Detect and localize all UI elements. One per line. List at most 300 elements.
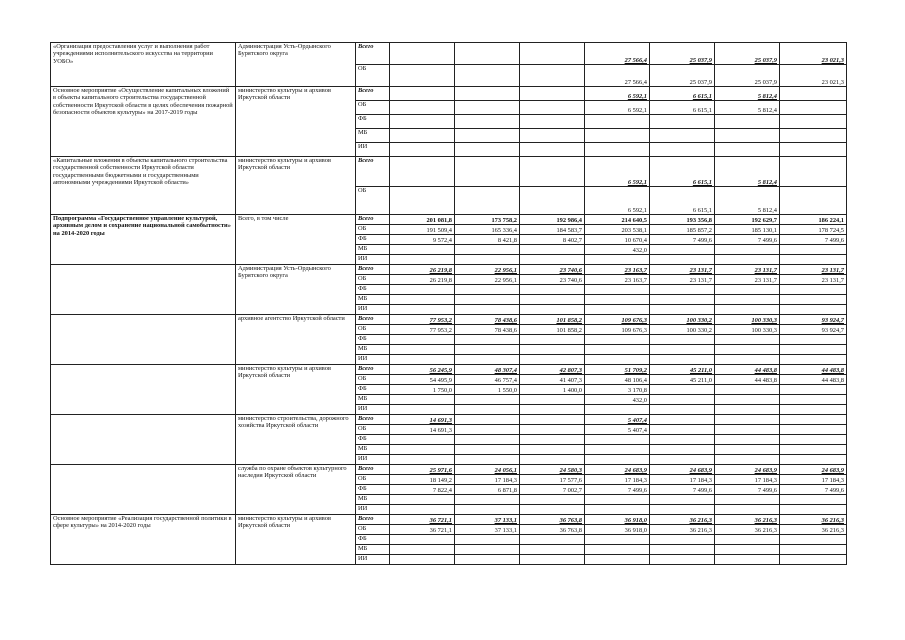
amount-cell: 36 763,8: [520, 515, 585, 525]
amount-cell: 23 740,6: [520, 275, 585, 285]
amount-cell: 9 572,4: [390, 235, 455, 245]
amount-cell: [390, 245, 455, 255]
amount-cell: [520, 555, 585, 565]
amount-cell: [780, 101, 847, 115]
amount-cell: [390, 405, 455, 415]
amount-cell: 44 483,8: [780, 365, 847, 375]
amount-cell: [455, 425, 520, 435]
amount-cell: [650, 425, 715, 435]
table-row: [51, 157, 847, 187]
amount-cell: [455, 535, 520, 545]
amount-cell: [715, 445, 780, 455]
amount-cell: 17 184,3: [585, 475, 650, 485]
funding-source-cell: ИИ: [356, 505, 390, 515]
amount-cell: 165 336,4: [455, 225, 520, 235]
amount-cell: 46 757,4: [455, 375, 520, 385]
amount-cell: [390, 345, 455, 355]
amount-cell: [585, 355, 650, 365]
amount-cell: 27 566,4: [585, 43, 650, 65]
amount-cell: 48 106,4: [585, 375, 650, 385]
funding-source-cell: МБ: [356, 495, 390, 505]
amount-cell: 109 676,3: [585, 315, 650, 325]
amount-cell: 7 499,6: [585, 485, 650, 495]
table-row: [51, 87, 847, 101]
table-row: [51, 365, 847, 375]
amount-cell: 41 407,3: [520, 375, 585, 385]
amount-cell: [455, 115, 520, 129]
amount-cell: 23 131,7: [650, 265, 715, 275]
amount-cell: 37 133,1: [455, 515, 520, 525]
amount-cell: [715, 555, 780, 565]
funding-source-cell: ИИ: [356, 255, 390, 265]
amount-cell: 6 615,1: [650, 101, 715, 115]
amount-cell: [520, 255, 585, 265]
responsible-executor-cell: министерство строительства, дорожного хозяйства Иркутской области: [236, 415, 356, 465]
funding-source-cell: ОБ: [356, 225, 390, 235]
amount-cell: [715, 355, 780, 365]
amount-cell: 23 740,6: [520, 265, 585, 275]
amount-cell: 17 184,3: [780, 475, 847, 485]
amount-cell: 101 858,2: [520, 315, 585, 325]
amount-cell: 24 683,9: [585, 465, 650, 475]
amount-cell: [715, 285, 780, 295]
responsible-executor-cell: министерство культуры и архивов Иркутской области: [236, 157, 356, 215]
amount-cell: 56 245,9: [390, 365, 455, 375]
funding-source-cell: ФБ: [356, 285, 390, 295]
amount-cell: [455, 143, 520, 157]
funding-source-cell: МБ: [356, 395, 390, 405]
funding-source-cell: ИИ: [356, 555, 390, 565]
amount-cell: [455, 335, 520, 345]
responsible-executor-cell: Администрация Усть-Ордынского Бурятского округа: [236, 265, 356, 315]
amount-cell: [585, 305, 650, 315]
amount-cell: 185 857,2: [650, 225, 715, 235]
table-row: [51, 465, 847, 475]
amount-cell: 100 330,3: [715, 325, 780, 335]
program-name-cell: Основное мероприятие «Реализация государственной политики в сфере культуры» на 2014-2020 годы: [51, 515, 236, 565]
amount-cell: [520, 87, 585, 101]
funding-source-cell: ФБ: [356, 235, 390, 245]
amount-cell: 23 131,7: [780, 265, 847, 275]
amount-cell: [585, 295, 650, 305]
amount-cell: [780, 545, 847, 555]
amount-cell: [780, 285, 847, 295]
amount-cell: [715, 143, 780, 157]
amount-cell: [455, 305, 520, 315]
amount-cell: [650, 505, 715, 515]
amount-cell: 44 483,8: [780, 375, 847, 385]
amount-cell: [520, 187, 585, 215]
amount-cell: [455, 435, 520, 445]
amount-cell: 191 509,4: [390, 225, 455, 235]
amount-cell: [780, 445, 847, 455]
amount-cell: 7 499,6: [715, 485, 780, 495]
amount-cell: [780, 415, 847, 425]
amount-cell: 26 219,8: [390, 275, 455, 285]
amount-cell: [520, 495, 585, 505]
amount-cell: 48 307,4: [455, 365, 520, 375]
amount-cell: [585, 435, 650, 445]
amount-cell: 77 953,2: [390, 315, 455, 325]
amount-cell: [780, 505, 847, 515]
amount-cell: [455, 101, 520, 115]
amount-cell: [780, 245, 847, 255]
table-row: [51, 43, 847, 65]
amount-cell: [650, 295, 715, 305]
table-row: [51, 215, 847, 225]
responsible-executor-cell: служба по охране объектов культурного наследия Иркутской области: [236, 465, 356, 515]
amount-cell: [780, 395, 847, 405]
amount-cell: 36 216,3: [650, 515, 715, 525]
amount-cell: 23 021,3: [780, 43, 847, 65]
amount-cell: [455, 129, 520, 143]
amount-cell: [780, 405, 847, 415]
amount-cell: [390, 495, 455, 505]
amount-cell: 45 211,0: [650, 375, 715, 385]
amount-cell: 201 081,8: [390, 215, 455, 225]
amount-cell: [780, 305, 847, 315]
amount-cell: [650, 555, 715, 565]
funding-source-cell: ОБ: [356, 275, 390, 285]
amount-cell: 3 170,8: [585, 385, 650, 395]
amount-cell: [715, 505, 780, 515]
amount-cell: 36 216,3: [780, 525, 847, 535]
amount-cell: [520, 405, 585, 415]
amount-cell: [585, 405, 650, 415]
amount-cell: [390, 305, 455, 315]
amount-cell: [390, 129, 455, 143]
funding-source-cell: ОБ: [356, 375, 390, 385]
amount-cell: 192 629,7: [715, 215, 780, 225]
funding-source-cell: ИИ: [356, 405, 390, 415]
amount-cell: 25 037,9: [715, 65, 780, 87]
responsible-executor-cell: министерство культуры и архивов Иркутской области: [236, 515, 356, 565]
amount-cell: 432,0: [585, 395, 650, 405]
amount-cell: [650, 245, 715, 255]
amount-cell: [390, 435, 455, 445]
amount-cell: 23 131,7: [650, 275, 715, 285]
amount-cell: 36 918,0: [585, 525, 650, 535]
amount-cell: 6 615,1: [650, 157, 715, 187]
amount-cell: 6 615,1: [650, 187, 715, 215]
amount-cell: [520, 335, 585, 345]
amount-cell: [585, 345, 650, 355]
amount-cell: [390, 335, 455, 345]
amount-cell: 173 758,2: [455, 215, 520, 225]
amount-cell: [390, 157, 455, 187]
amount-cell: [650, 445, 715, 455]
amount-cell: 7 499,6: [650, 235, 715, 245]
amount-cell: [455, 255, 520, 265]
amount-cell: [650, 405, 715, 415]
amount-cell: [650, 285, 715, 295]
amount-cell: [715, 435, 780, 445]
amount-cell: 109 676,3: [585, 325, 650, 335]
amount-cell: [585, 115, 650, 129]
amount-cell: [390, 101, 455, 115]
funding-source-cell: МБ: [356, 345, 390, 355]
amount-cell: [455, 355, 520, 365]
amount-cell: [650, 385, 715, 395]
amount-cell: [650, 345, 715, 355]
amount-cell: 5 407,4: [585, 415, 650, 425]
amount-cell: [520, 285, 585, 295]
amount-cell: [650, 535, 715, 545]
funding-source-cell: МБ: [356, 129, 390, 143]
amount-cell: 22 956,1: [455, 265, 520, 275]
amount-cell: [520, 505, 585, 515]
amount-cell: 23 131,7: [715, 265, 780, 275]
amount-cell: [390, 43, 455, 65]
amount-cell: [585, 545, 650, 555]
funding-source-cell: ИИ: [356, 305, 390, 315]
amount-cell: [520, 143, 585, 157]
program-name-cell: [51, 315, 236, 365]
amount-cell: [715, 335, 780, 345]
funding-source-cell: ИИ: [356, 355, 390, 365]
amount-cell: 44 483,8: [715, 365, 780, 375]
amount-cell: 93 924,7: [780, 325, 847, 335]
amount-cell: [780, 425, 847, 435]
amount-cell: 37 133,1: [455, 525, 520, 535]
amount-cell: [520, 545, 585, 555]
amount-cell: 23 163,7: [585, 275, 650, 285]
amount-cell: [455, 187, 520, 215]
amount-cell: 23 021,3: [780, 65, 847, 87]
amount-cell: [650, 143, 715, 157]
funding-source-cell: ФБ: [356, 385, 390, 395]
amount-cell: [585, 555, 650, 565]
amount-cell: [780, 345, 847, 355]
amount-cell: [585, 255, 650, 265]
amount-cell: 8 402,7: [520, 235, 585, 245]
funding-source-cell: ИИ: [356, 143, 390, 157]
amount-cell: [650, 115, 715, 129]
funding-source-cell: Всего: [356, 515, 390, 525]
amount-cell: [390, 255, 455, 265]
amount-cell: [650, 335, 715, 345]
program-name-cell: [51, 415, 236, 465]
funding-source-cell: ОБ: [356, 65, 390, 87]
amount-cell: [390, 445, 455, 455]
amount-cell: [780, 495, 847, 505]
amount-cell: 36 216,3: [780, 515, 847, 525]
amount-cell: [455, 505, 520, 515]
funding-source-cell: ФБ: [356, 335, 390, 345]
amount-cell: 26 219,8: [390, 265, 455, 275]
amount-cell: [585, 495, 650, 505]
budget-document-page: [50, 42, 846, 565]
funding-source-cell: Всего: [356, 315, 390, 325]
table-row: [51, 415, 847, 425]
amount-cell: [455, 445, 520, 455]
amount-cell: 7 499,6: [780, 485, 847, 495]
amount-cell: [520, 101, 585, 115]
amount-cell: [390, 65, 455, 87]
amount-cell: [390, 455, 455, 465]
amount-cell: [780, 129, 847, 143]
amount-cell: [455, 295, 520, 305]
amount-cell: [780, 355, 847, 365]
amount-cell: 14 691,3: [390, 415, 455, 425]
amount-cell: [455, 545, 520, 555]
amount-cell: [650, 455, 715, 465]
responsible-executor-cell: Всего, в том числе: [236, 215, 356, 265]
funding-source-cell: ОБ: [356, 425, 390, 435]
amount-cell: [585, 129, 650, 143]
amount-cell: [455, 345, 520, 355]
amount-cell: [390, 355, 455, 365]
amount-cell: [520, 157, 585, 187]
amount-cell: [455, 455, 520, 465]
amount-cell: 44 483,8: [715, 375, 780, 385]
amount-cell: [520, 415, 585, 425]
amount-cell: [715, 415, 780, 425]
funding-source-cell: МБ: [356, 295, 390, 305]
amount-cell: [650, 255, 715, 265]
amount-cell: [520, 43, 585, 65]
amount-cell: [455, 495, 520, 505]
amount-cell: 23 131,7: [715, 275, 780, 285]
amount-cell: [520, 435, 585, 445]
responsible-executor-cell: министерство культуры и архивов Иркутской области: [236, 365, 356, 415]
amount-cell: [390, 87, 455, 101]
amount-cell: 54 495,9: [390, 375, 455, 385]
amount-cell: [780, 187, 847, 215]
funding-source-cell: ОБ: [356, 325, 390, 335]
amount-cell: [520, 395, 585, 405]
amount-cell: 186 224,1: [780, 215, 847, 225]
amount-cell: [780, 455, 847, 465]
amount-cell: [650, 545, 715, 555]
amount-cell: 25 037,9: [715, 43, 780, 65]
amount-cell: 6 592,1: [585, 101, 650, 115]
amount-cell: 1 550,0: [455, 385, 520, 395]
amount-cell: 17 577,6: [520, 475, 585, 485]
amount-cell: 17 184,3: [650, 475, 715, 485]
funding-source-cell: Всего: [356, 265, 390, 275]
funding-source-cell: МБ: [356, 545, 390, 555]
amount-cell: 432,0: [585, 245, 650, 255]
amount-cell: [455, 395, 520, 405]
responsible-executor-cell: министерство культуры и архивов Иркутской области: [236, 87, 356, 157]
program-name-cell: [51, 265, 236, 315]
amount-cell: [715, 425, 780, 435]
funding-source-cell: МБ: [356, 445, 390, 455]
amount-cell: [455, 285, 520, 295]
amount-cell: [455, 43, 520, 65]
amount-cell: [780, 385, 847, 395]
budget-table: [50, 42, 847, 565]
amount-cell: [650, 355, 715, 365]
amount-cell: [780, 87, 847, 101]
amount-cell: 100 330,2: [650, 315, 715, 325]
amount-cell: 6 592,1: [585, 87, 650, 101]
amount-cell: 5 812,4: [715, 187, 780, 215]
amount-cell: [585, 143, 650, 157]
amount-cell: 24 683,9: [650, 465, 715, 475]
amount-cell: 14 691,3: [390, 425, 455, 435]
amount-cell: 6 592,1: [585, 187, 650, 215]
program-name-cell: Основное мероприятие «Осуществление капитальных вложений в объекты капитального строительства государственной собственности Иркутской области в целях обеспечения пожарной безопасности объектов культуры» на 2017-2019 годы: [51, 87, 236, 157]
amount-cell: 24 580,3: [520, 465, 585, 475]
amount-cell: 36 216,3: [715, 525, 780, 535]
amount-cell: 51 709,2: [585, 365, 650, 375]
table-row: [51, 265, 847, 275]
funding-source-cell: Всего: [356, 157, 390, 187]
funding-source-cell: Всего: [356, 365, 390, 375]
amount-cell: [585, 335, 650, 345]
responsible-executor-cell: архивное агентство Иркутской области: [236, 315, 356, 365]
amount-cell: 25 037,9: [650, 43, 715, 65]
amount-cell: [390, 295, 455, 305]
amount-cell: [585, 445, 650, 455]
amount-cell: [455, 405, 520, 415]
amount-cell: [520, 305, 585, 315]
amount-cell: 6 615,1: [650, 87, 715, 101]
amount-cell: [390, 143, 455, 157]
amount-cell: 36 216,3: [715, 515, 780, 525]
amount-cell: 5 812,4: [715, 101, 780, 115]
amount-cell: [455, 157, 520, 187]
amount-cell: [585, 285, 650, 295]
amount-cell: [780, 255, 847, 265]
funding-source-cell: ОБ: [356, 525, 390, 535]
amount-cell: [780, 435, 847, 445]
funding-source-cell: МБ: [356, 245, 390, 255]
amount-cell: 25 037,9: [650, 65, 715, 87]
amount-cell: [390, 555, 455, 565]
amount-cell: [455, 245, 520, 255]
amount-cell: 6 592,1: [585, 157, 650, 187]
funding-source-cell: ФБ: [356, 115, 390, 129]
amount-cell: 77 953,2: [390, 325, 455, 335]
amount-cell: [715, 305, 780, 315]
amount-cell: [520, 129, 585, 143]
amount-cell: 22 956,1: [455, 275, 520, 285]
amount-cell: [390, 115, 455, 129]
amount-cell: [455, 415, 520, 425]
funding-source-cell: Всего: [356, 415, 390, 425]
amount-cell: [520, 455, 585, 465]
amount-cell: 100 330,2: [650, 325, 715, 335]
amount-cell: [715, 455, 780, 465]
amount-cell: [650, 495, 715, 505]
program-name-cell: [51, 465, 236, 515]
amount-cell: 192 986,4: [520, 215, 585, 225]
funding-source-cell: ФБ: [356, 535, 390, 545]
amount-cell: 7 499,6: [715, 235, 780, 245]
funding-source-cell: ФБ: [356, 435, 390, 445]
amount-cell: [715, 385, 780, 395]
amount-cell: [520, 295, 585, 305]
amount-cell: [390, 395, 455, 405]
funding-source-cell: Всего: [356, 465, 390, 475]
amount-cell: [585, 455, 650, 465]
amount-cell: 185 130,1: [715, 225, 780, 235]
amount-cell: 101 858,2: [520, 325, 585, 335]
budget-table-body: [51, 43, 847, 565]
amount-cell: 17 184,3: [455, 475, 520, 485]
amount-cell: [780, 157, 847, 187]
amount-cell: 7 822,4: [390, 485, 455, 495]
amount-cell: [585, 535, 650, 545]
table-row: [51, 515, 847, 525]
amount-cell: [780, 143, 847, 157]
amount-cell: 18 149,2: [390, 475, 455, 485]
amount-cell: [650, 129, 715, 143]
amount-cell: 78 438,6: [455, 315, 520, 325]
